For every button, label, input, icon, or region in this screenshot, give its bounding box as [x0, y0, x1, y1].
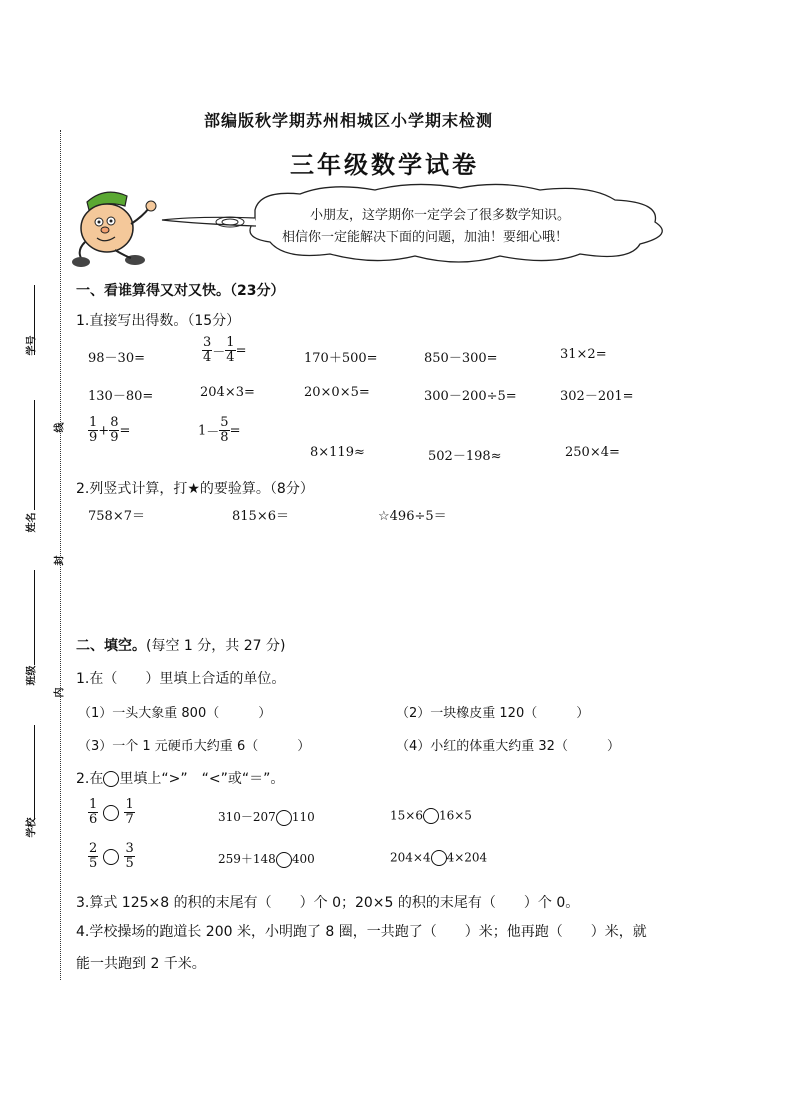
compare-item: 310－207 110 [218, 810, 315, 824]
frac-calc-item: 1－ $\frac{5}{8}$ = [198, 415, 241, 446]
fraction: $\frac{5}{8}$ [220, 415, 229, 446]
fraction: $\frac{3}{5}$ [125, 841, 134, 872]
calc-item: 130－80= [88, 389, 154, 404]
frac-calc-item: $\frac{1}{9}$ + $\frac{8}{9}$ = [89, 415, 131, 446]
unit-item: （3）一个 1 元硬币大约重 6（ ） [78, 739, 311, 754]
section1-heading: 一、看谁算得又对又快。（23分） [76, 283, 285, 299]
seal-mark-line: 线 [54, 422, 66, 433]
answer-circle[interactable] [423, 808, 439, 824]
fraction: $\frac{1}{6}$ [89, 797, 98, 828]
class-blank [34, 570, 35, 665]
calc-item: 502－198≈ [428, 449, 502, 464]
fraction: $\frac{1}{4}$ [226, 335, 235, 366]
class-label: 班级 [26, 665, 38, 686]
s2-q3: 3.算式 125×8 的积的末尾有（ ）个 0；20×5 的积的末尾有（ ）个 0。 [76, 895, 580, 911]
compare-item [88, 798, 135, 828]
section2-heading: 二、填空。(每空 1 分，共 27 分) [76, 638, 286, 654]
calc-item: 8×119≈ [310, 445, 365, 460]
calc-item: 204×3= [200, 385, 255, 400]
s2-q4-line1: 4.学校操场的跑道长 200 米，小明跑了 8 圈，一共跑了（ ）米；他再跑（ ）米，就 [76, 924, 647, 940]
frac-calc-item: $\frac{3}{4}$ － $\frac{1}{4}$ = [203, 335, 247, 366]
calc-item: 98－30= [88, 351, 145, 366]
answer-circle[interactable] [276, 810, 292, 826]
exam-title: 三年级数学试卷 [290, 150, 479, 179]
seal-mark-seal: 封 [54, 555, 66, 566]
calc-item: 31×2= [560, 347, 607, 362]
answer-circle[interactable] [276, 852, 292, 868]
q1-label: 1.直接写出得数。（15分） [76, 313, 241, 329]
calc-item: 300－200÷5= [424, 389, 517, 404]
q2-label: 2.列竖式计算，打★的要验算。（8分） [76, 481, 314, 497]
compare-item [88, 842, 135, 872]
name-blank [34, 400, 35, 510]
fraction: $\frac{2}{5}$ [89, 841, 98, 872]
name-label: 姓名 [26, 512, 38, 533]
unit-item: （2）一块橡皮重 120（ ） [396, 706, 590, 721]
unit-item: （1）一头大象重 800（ ） [78, 706, 272, 721]
seal-mark-inside: 内 [54, 687, 66, 698]
calc-item: 302－201= [560, 389, 634, 404]
cloud-text-line2: 相信你一定能解决下面的问题，加油！要细心哦！ [282, 230, 569, 245]
compare-item: 259＋148 400 [218, 852, 315, 866]
s2-q4-line2: 能一共跑到 2 千米。 [76, 956, 206, 972]
calc-item: 20×0×5= [304, 385, 370, 400]
calc-item: 250×4= [565, 445, 620, 460]
vertical-calc-item: ☆496÷5＝ [378, 509, 447, 524]
answer-circle[interactable] [103, 805, 119, 821]
compare-item: 204×4 4×204 [390, 850, 488, 865]
vertical-calc-item: 815×6＝ [232, 509, 289, 524]
vertical-calc-item: 758×7＝ [88, 509, 145, 524]
compare-circle-icon [103, 771, 119, 787]
calc-item: 850－300= [424, 351, 498, 366]
school-blank [34, 725, 35, 820]
mascot-illustration [65, 180, 175, 275]
fraction: $\frac{1}{9}$ [89, 415, 98, 446]
s2-q1-label: 1.在（ ）里填上合适的单位。 [76, 671, 286, 687]
calc-item: 170＋500= [304, 351, 378, 366]
fraction: $\frac{1}{7}$ [125, 797, 134, 828]
s2-q2-label: 2.在 里填上“>” “<”或“＝”。 [76, 771, 285, 787]
compare-item: 15×6 16×5 [390, 808, 472, 823]
fraction: $\frac{8}{9}$ [110, 415, 119, 446]
cloud-text-line1: 小朋友，这学期你一定学会了很多数学知识。 [310, 208, 571, 223]
unit-item: （4）小红的体重大约重 32（ ） [396, 739, 620, 754]
school-label: 学校 [26, 817, 38, 838]
fraction: $\frac{3}{4}$ [203, 335, 212, 366]
answer-circle[interactable] [103, 849, 119, 865]
exam-subtitle: 部编版秋学期苏州相城区小学期末检测 [204, 111, 494, 130]
answer-circle[interactable] [431, 850, 447, 866]
student-id-label: 学号 [26, 335, 38, 356]
